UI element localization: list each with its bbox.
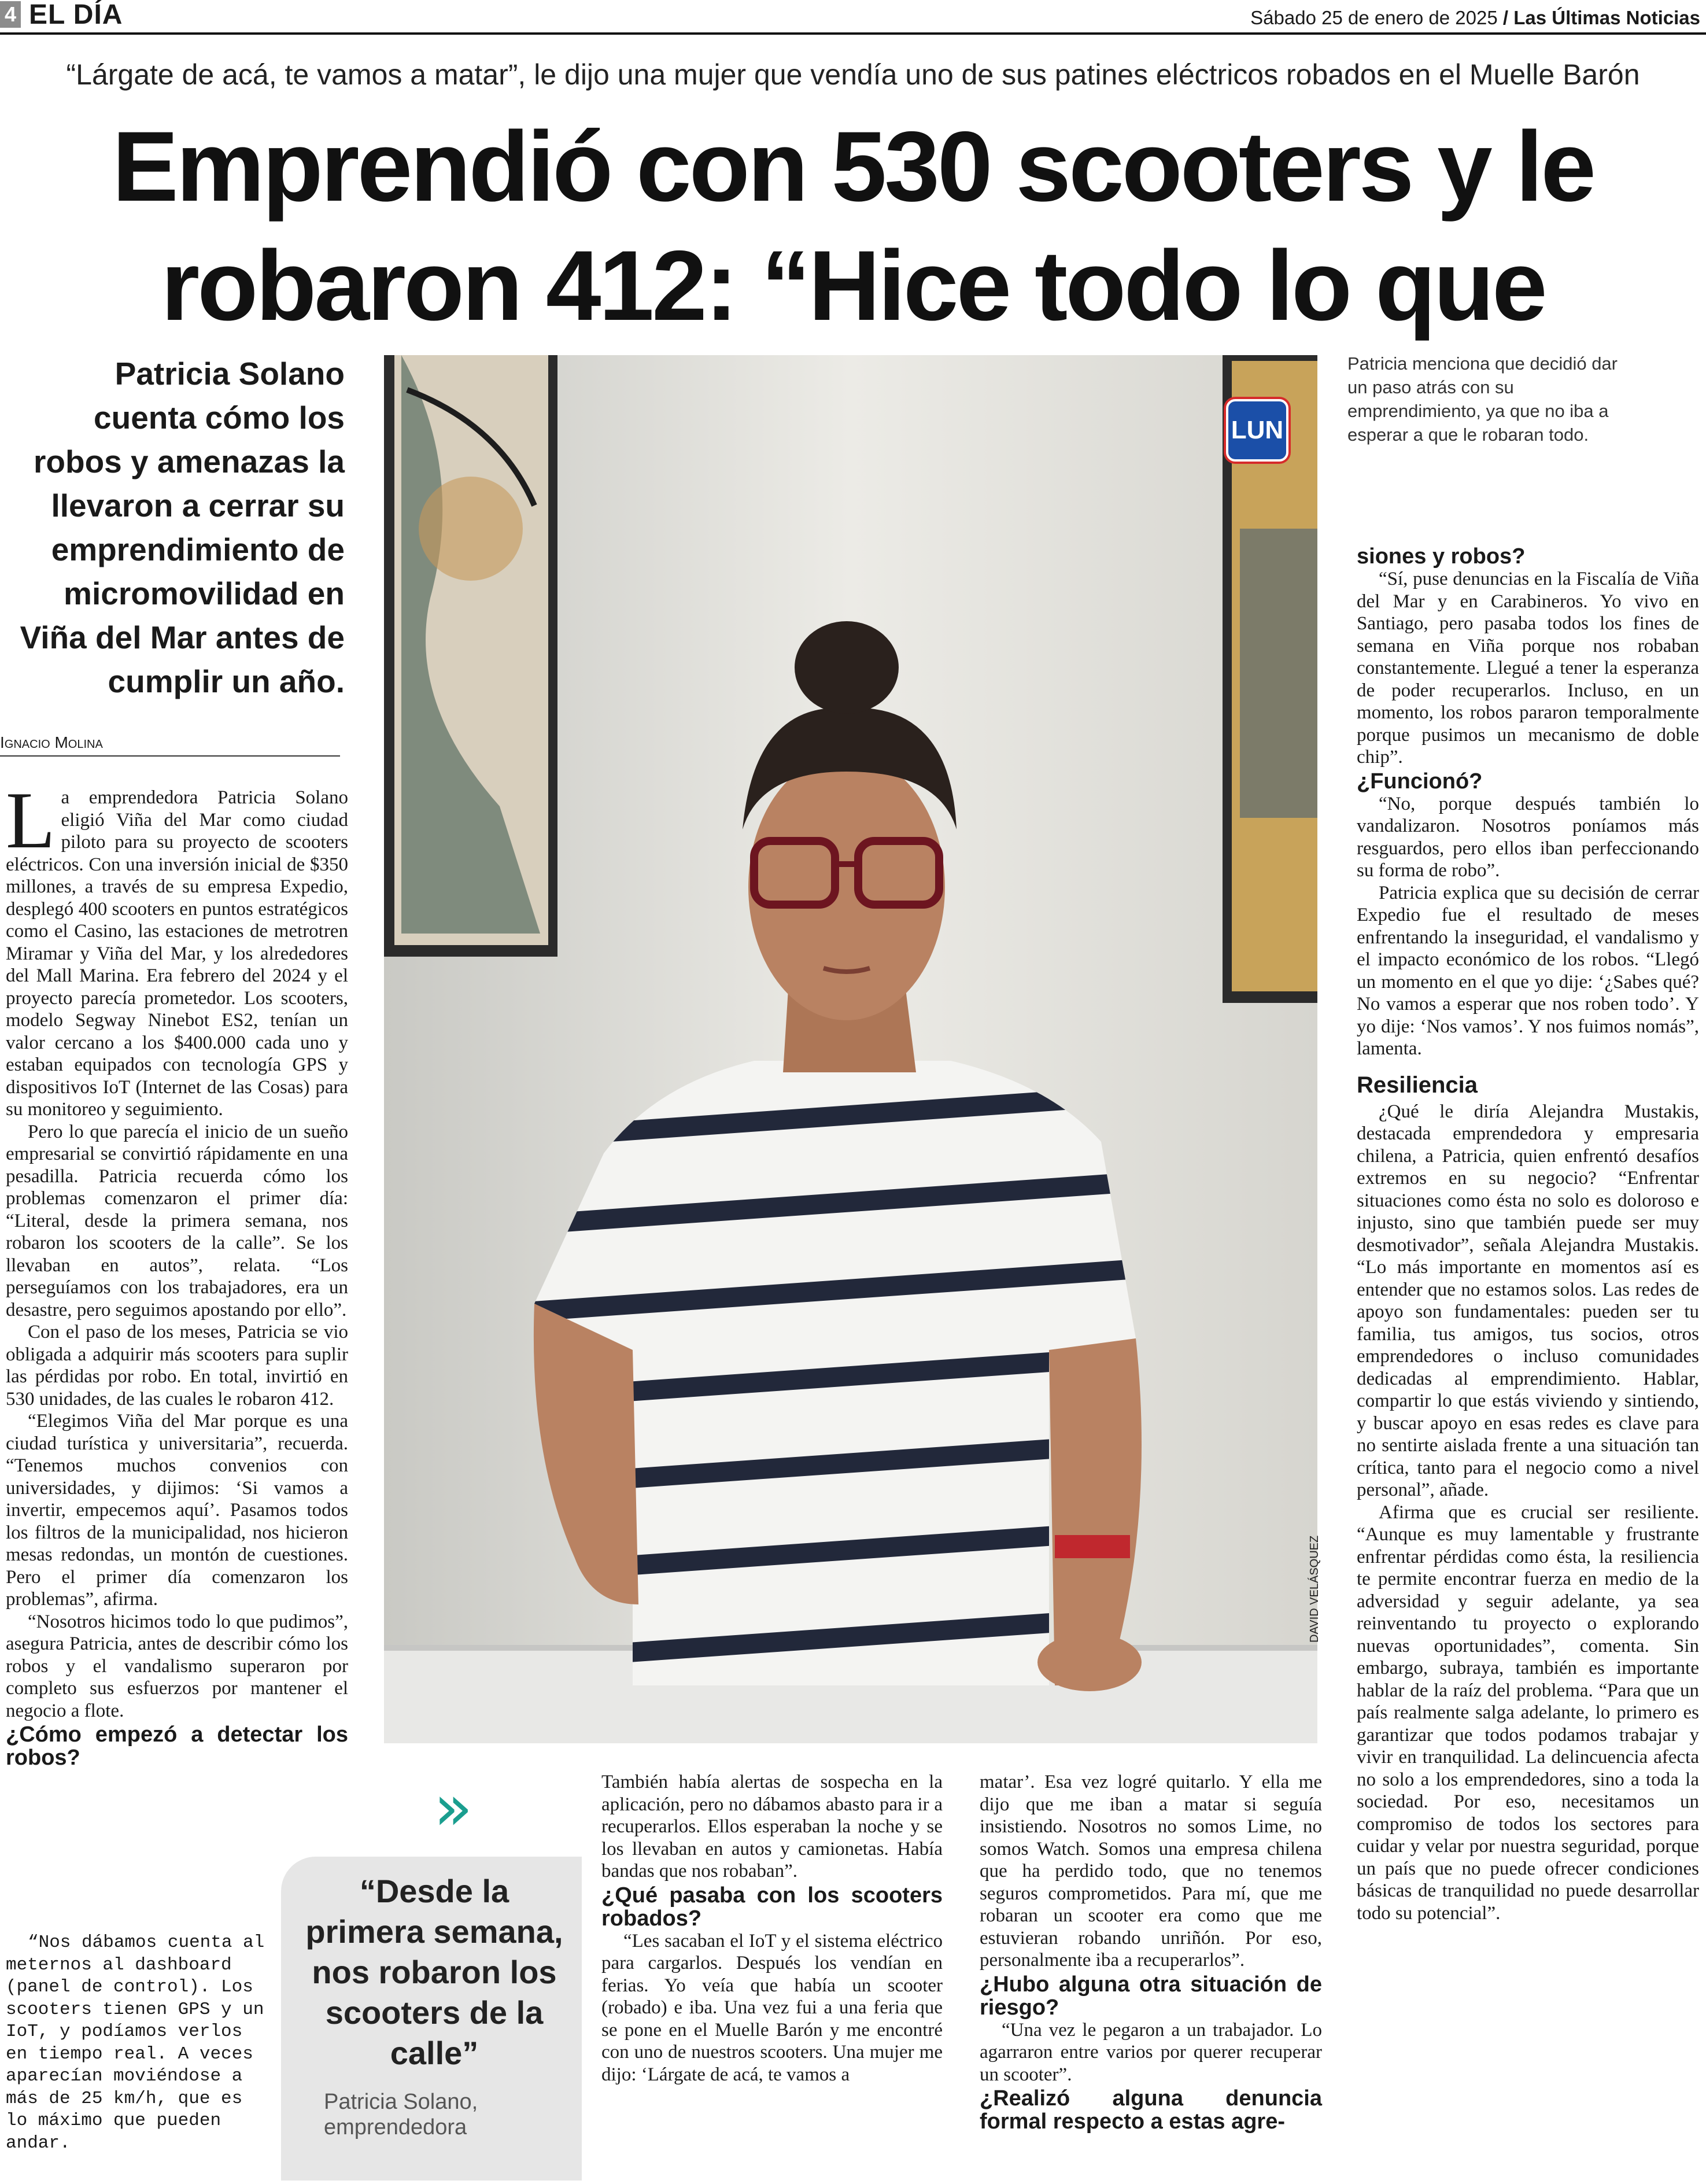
paragraph: matar’. Esa vez logré quitarlo. Y ella me dijo que me iban a matar si seguía insistiendo. Nosotros no somos Lime, no somos Watch. Somos una empresa chilena que ha perdido todo, que no tenemos seguros comprometidos. Para mí, que me robaran un scooter era como que me estuvieran robando unriñón. Por eso, personalmente iba a recuperarlos”. bbox=[980, 1772, 1322, 1971]
paragraph: “Nos dábamos cuenta al meternos al dashboard (panel de control). Los scooters tienen GPS y un IoT, y podíamos verlos en tiempo real. A veces aparecían moviéndose a más de 25 km/h, que es lo máximo que pueden andar. bbox=[6, 1932, 265, 2153]
paragraph: “Sí, puse denuncias en la Fiscalía de Viña del Mar y en Carabineros. Yo vivo en Santiago, pero pasaba todos los fines de semana en Viña porque nos robaban constantemente. Llegué a tener la esperanza de poder recuperarlos. Incluso, en un momento, los robos pararon temporalmente porque pusimos un mecanismo de doble chip”. bbox=[1357, 569, 1699, 768]
interview-question: ¿Cómo empezó a detectar los robos? bbox=[6, 1722, 348, 1770]
photo-credit: DAVID VELÁSQUEZ bbox=[1308, 1535, 1321, 1643]
pull-quote-attribution: Patricia Solano, emprendedora bbox=[324, 2090, 478, 2139]
interview-question: ¿Funcionó? bbox=[1357, 769, 1483, 794]
paragraph: “Les sacaban el IoT y el sistema eléctrico para cargarlos. Después los vendían en ferias. Yo veía que había un scooter (robado) e iba. Una vez fui a una feria que se pone en el Muelle Barón y me encontré con uno de nuestros scooters. Una mujer me dijo: ‘Lárgate de acá, te vamos a bbox=[601, 1930, 943, 2085]
portrait-illustration bbox=[384, 355, 1317, 1743]
paragraph bbox=[6, 776, 348, 1121]
section-title: EL DÍA bbox=[29, 0, 123, 30]
main-photo bbox=[384, 355, 1317, 1743]
lun-logo: LUN bbox=[1226, 399, 1288, 462]
article-column-5 bbox=[1357, 544, 1699, 1924]
paragraph: “Una vez le pegaron a un trabajador. Lo agarraron entre varios por querer recuperar un scooter”. bbox=[980, 2019, 1322, 2085]
paragraph: Patricia explica que su decisión de cerrar Expedio fue el resultado de meses enfrentando la inseguridad, el vandalismo y el impacto económico de los robos. “Llegó un momento en el que yo dije: ‘¿Sabes qué? No vamos a esperar que nos roben todo’. Y yo dije: ‘Nos vamos’. Y nos fuimos nomás”, lamenta. bbox=[1357, 882, 1699, 1059]
byline: Ignacio Molina bbox=[0, 733, 340, 757]
headline-line-2: robaron 412: “Hice todo lo que bbox=[161, 230, 1545, 341]
interview-question: ¿Realizó alguna denuncia formal respecto a estas agre- bbox=[980, 2086, 1322, 2134]
article-column-1 bbox=[6, 776, 348, 1770]
paragraph: “No, porque después también lo vandalizaron. Nosotros poníamos más resguardos, pero ellos iban perfeccionando su forma de robo”. bbox=[1357, 793, 1699, 881]
paragraph: “Elegimos Viña del Mar porque es una ciudad turística y universitaria”, recuerda. “Tenemos muchos convenios con universidades, y dijimos: ‘Si vamos a invertir, empecemos aquí’. Pasamos todos los filtros de la municipalidad, nos hicieron mesas redondas, un montón de cuestiones. Pero el primer día comenzaron los problemas”, afirma. bbox=[6, 1411, 348, 1610]
article-column-1-bottom bbox=[6, 1932, 272, 2155]
page-number: 4 bbox=[0, 1, 21, 28]
paragraph: Pero lo que parecía el inicio de un sueño empresarial se convirtió rápidamente en una pesadilla. Patricia recuerda cómo los problemas comenzaron el primer día: “Literal, desde la primera semana, nos robaron los scooters de la calle”. Se los llevaban en autos”, relata. “Los perseguíamos con los trabajadores, era un desastre, pero seguimos apostando por ello”. bbox=[6, 1121, 348, 1320]
paragraph: También había alertas de sospecha en la aplicación, pero no dábamos abasto para ir a recuperarlos. Ellos esperaban la noche y se los llevaban en autos y camionetas. Había bandas que nos robaban”. bbox=[601, 1772, 943, 1882]
interview-question: ¿Qué pasaba con los scooters robados? bbox=[601, 1883, 943, 1931]
article-column-3 bbox=[601, 1771, 943, 2086]
issue-date: Sábado 25 de enero de 2025 bbox=[1250, 7, 1498, 28]
dateline-separator: / bbox=[1502, 7, 1509, 28]
pull-quote-text: “Desde la primera semana, nos robaron los scooters de la calle” bbox=[305, 1873, 563, 2071]
headline-line-1: Emprendió con 530 scooters y le bbox=[112, 111, 1594, 222]
paragraph: Afirma que es crucial ser resiliente. “Aunque es muy lamentable y frustrante enfrentar pérdidas como ésta, la resiliencia te permite encontrar fuerza en medio de la adversidad y seguir adelante, ya sea reinventando tu proyecto o explorando nuevas oportunidades”, comenta. Sin embargo, subraya, también es importante hablar de la raíz del problema. “Para que un país realmente salga adelante, lo primero es garantizar que todos podamos trabajar y vivir en tranquilidad. La delincuencia afecta no solo a los emprendedores, sino a toda la sociedad. Por eso, necesitamos un compromiso de todos los sectores para cuidar y velar por nuestra seguridad, porque un país que no puede ofrecer condiciones básicas de tranquilidad no puede desarrollar todo su potencial”. bbox=[1357, 1502, 1699, 1924]
interview-question-continued: siones y robos? bbox=[1357, 544, 1526, 569]
interview-question: ¿Hubo alguna otra situación de riesgo? bbox=[980, 1972, 1322, 2020]
paragraph: Con el paso de los meses, Patricia se vio obligada a adquirir más scooters para suplir las pérdidas por robo. En total, invirtió en 530 unidades, de las cuales le robaron 412. bbox=[6, 1322, 348, 1410]
double-chevron-icon: » bbox=[434, 1770, 473, 1844]
paragraph: ¿Qué le diría Alejandra Mustakis, destacada emprendedora y empresaria chilena, a Patricia, quien enfrentó desafíos extremos en su negocio? “Enfrentar situaciones como ésta no solo es doloroso e injusto, sino que también puede ser muy desmotivador”, señala Alejandra Mustakis. “Lo más importante en momentos así es entender que no estamos solos. Las redes de apoyo son fundamentales: pueden ser tu familia, tus amigos, tus socios, otros emprendedores o incluso comunidades dedicadas al emprendimiento. Hablar, compartir lo que estás viviendo y sintiendo, y buscar apoyo en esas redes es clave para no sentirte aislada frente a una situación tan crítica, tanto para el negocio como a nivel personal”, añade. bbox=[1357, 1101, 1699, 1500]
dateline bbox=[1250, 7, 1700, 29]
deck: Patricia Solano cuenta cómo los robos y amenazas la llevaron a cerrar su emprendimiento de micromovilidad en Viña del Mar antes de cumplir un año. bbox=[20, 356, 345, 699]
drop-cap: L bbox=[6, 776, 56, 865]
paragraph-text: a emprendedora Patricia Solano eligió Viña del Mar como ciudad piloto para su proyecto de scooters eléctricos. Con una inversión inicial de $350 millones, a través de su empresa Expedio, desplegó 400 scooters en puntos estratégicos como el Casino, las estaciones de metrotren Miramar y Viña del Mar, y los alrededores del Mall Marina. Era febrero del 2024 y el proyecto parecía prometedor. Los scooters, modelo Segway Ninebot ES2, tenían un valor cercano a los $400.000 cada uno y estaban equipados con tecnología GPS y dispositivos IoT (Internet de las Cosas) para su monitoreo y seguimiento. bbox=[6, 787, 348, 1120]
photo-caption: Patricia menciona que decidió dar un paso atrás con su emprendimiento, ya que no iba a esperar a que le robaran todo. bbox=[1347, 353, 1618, 445]
publication-name: Las Últimas Noticias bbox=[1513, 7, 1700, 28]
article-column-4 bbox=[980, 1771, 1322, 2133]
subheading: Resiliencia bbox=[1357, 1072, 1478, 1098]
kicker: “Lárgate de acá, te vamos a matar”, le dijo una mujer que vendía uno de sus patines eléctricos robados en el Muelle Barón bbox=[66, 58, 1640, 91]
paragraph: “Nosotros hicimos todo lo que pudimos”, asegura Patricia, antes de describir cómo los robos y el vandalismo superaron por completo sus esfuerzos por mantener el negocio a flote. bbox=[6, 1611, 348, 1721]
